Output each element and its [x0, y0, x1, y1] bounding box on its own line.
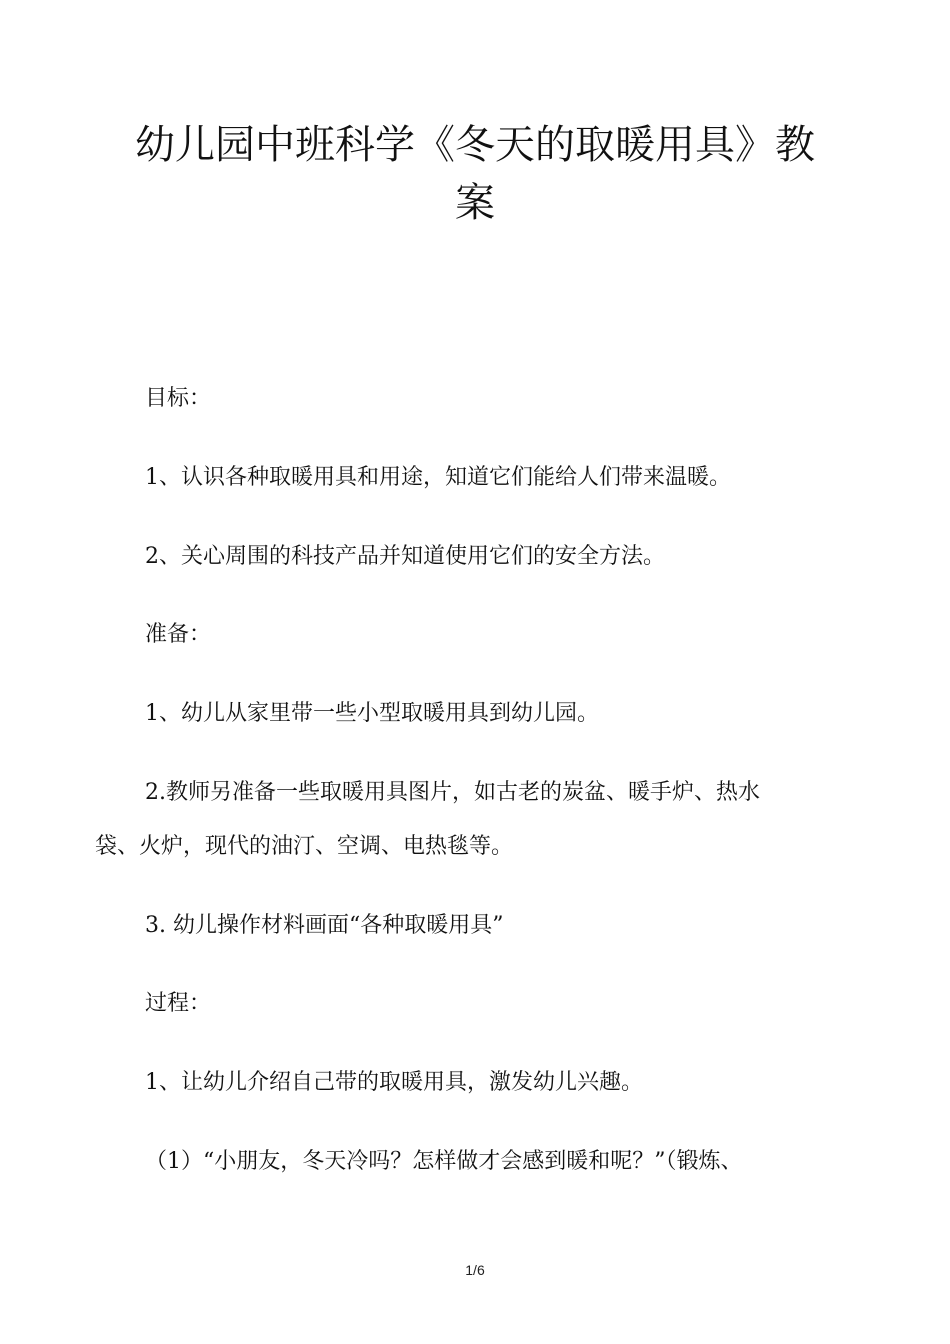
preparation-item-2-line-1: 2.教师另准备一些取暖用具图片，如古老的炭盆、暖手炉、热水: [145, 780, 760, 805]
page-number: 1/6: [465, 1262, 485, 1278]
section-heading-preparation: 准备：: [145, 622, 212, 647]
goal-item-1: 1、认识各种取暖用具和用途，知道它们能给人们带来温暖。: [145, 465, 731, 490]
process-item-1-sub-1: （1）“小朋友，冬天冷吗？怎样做才会感到暖和呢？”（锻炼、: [145, 1149, 743, 1174]
preparation-item-2-line-2: 袋、火炉，现代的油汀、空调、电热毯等。: [95, 834, 514, 859]
goal-item-2: 2、关心周围的科技产品并知道使用它们的安全方法。: [145, 544, 665, 569]
process-item-1: 1、让幼儿介绍自己带的取暖用具，激发幼儿兴趣。: [145, 1070, 643, 1095]
section-heading-goals: 目标：: [145, 386, 212, 411]
section-heading-process: 过程：: [145, 991, 212, 1016]
preparation-item-1: 1、幼儿从家里带一些小型取暖用具到幼儿园。: [145, 701, 599, 726]
document-title-line-1: 幼儿园中班科学《冬天的取暖用具》教: [135, 122, 815, 168]
preparation-item-3: 3. 幼儿操作材料画面“各种取暖用具”: [145, 913, 504, 938]
document-title-line-2: 案: [455, 180, 495, 226]
